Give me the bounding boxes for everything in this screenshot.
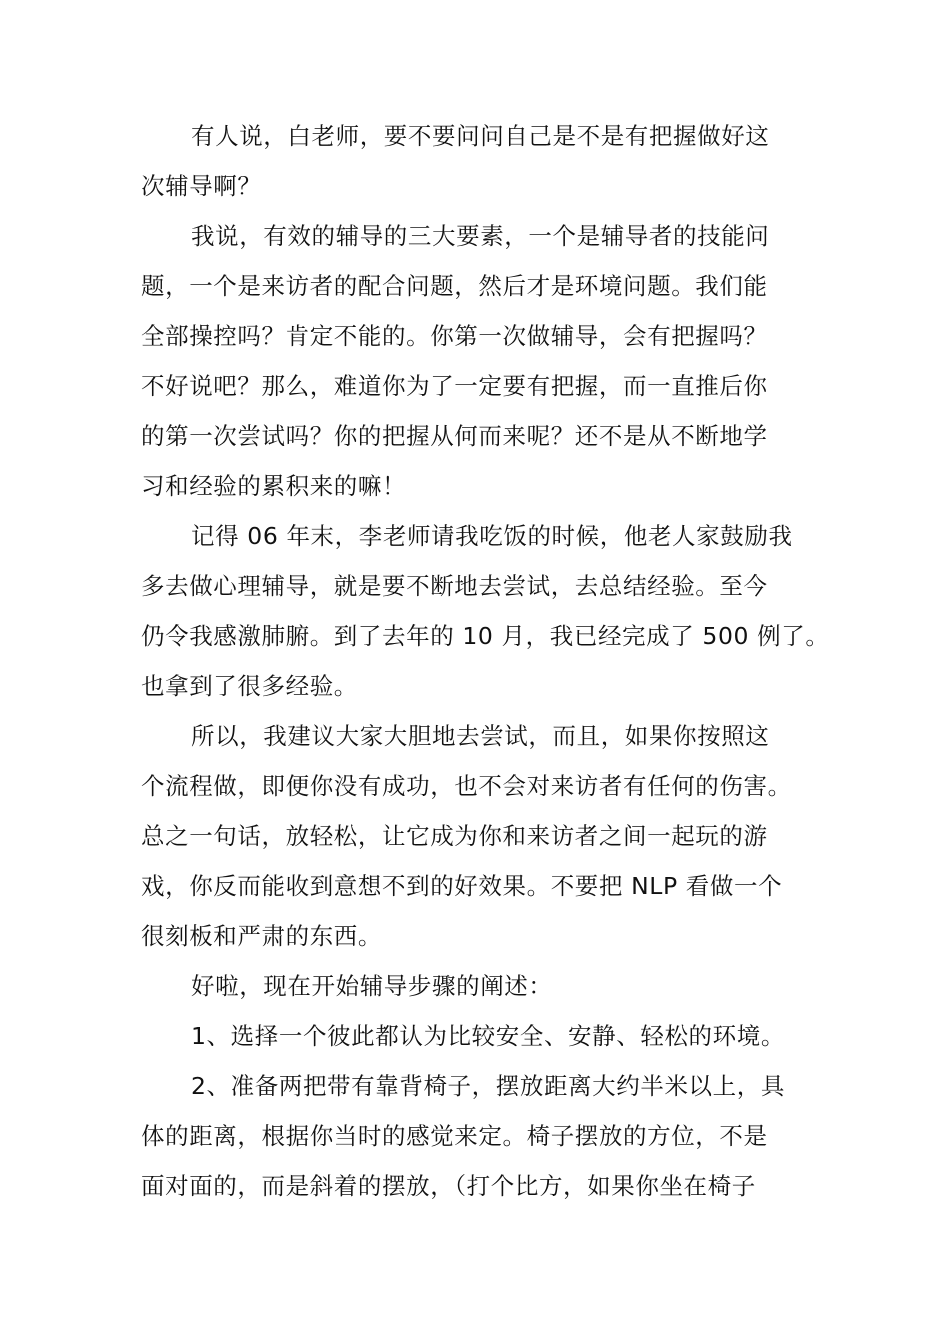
text-line: 的第一次尝试吗？你的把握从何而来呢？还不是从不断地学 [141, 422, 768, 450]
text-line: 戏，你反而能收到意想不到的好效果。不要把 NLP 看做一个 [141, 872, 783, 900]
text-line: 总之一句话，放轻松，让它成为你和来访者之间一起玩的游 [141, 822, 768, 850]
text-line: 1、选择一个彼此都认为比较安全、安静、轻松的环境。 [191, 1022, 785, 1050]
text-line: 多去做心理辅导，就是要不断地去尝试，去总结经验。至今 [141, 572, 768, 600]
text-line: 2、准备两把带有靠背椅子，摆放距离大约半米以上，具 [191, 1072, 785, 1100]
text-line: 体的距离，根据你当时的感觉来定。椅子摆放的方位，不是 [141, 1122, 768, 1150]
text-line: 有人说，白老师，要不要问问自己是不是有把握做好这 [191, 122, 770, 150]
text-line: 题，一个是来访者的配合问题，然后才是环境问题。我们能 [141, 272, 768, 300]
text-line: 个流程做，即便你没有成功，也不会对来访者有任何的伤害。 [141, 772, 792, 800]
text-line: 也拿到了很多经验。 [141, 672, 358, 700]
text-line: 很刻板和严肃的东西。 [141, 922, 382, 950]
text-line: 面对面的，而是斜着的摆放，（打个比方，如果你坐在椅子 [141, 1172, 756, 1200]
text-line: 不好说吧？那么，难道你为了一定要有把握，而一直推后你 [141, 372, 768, 400]
text-line: 次辅导啊？ [141, 172, 262, 200]
text-line: 我说，有效的辅导的三大要素，一个是辅导者的技能问 [191, 222, 770, 250]
text-line: 全部操控吗？肯定不能的。你第一次做辅导，会有把握吗？ [141, 322, 768, 350]
text-line: 仍令我感激肺腑。到了去年的 10 月，我已经完成了 500 例了。 [141, 622, 830, 650]
text-line: 记得 06 年末，李老师请我吃饭的时候，他老人家鼓励我 [191, 522, 793, 550]
text-line: 好啦，现在开始辅导步骤的阐述： [191, 972, 553, 1000]
text-line: 习和经验的累积来的嘛！ [141, 472, 407, 500]
text-line: 所以，我建议大家大胆地去尝试，而且，如果你按照这 [191, 722, 770, 750]
